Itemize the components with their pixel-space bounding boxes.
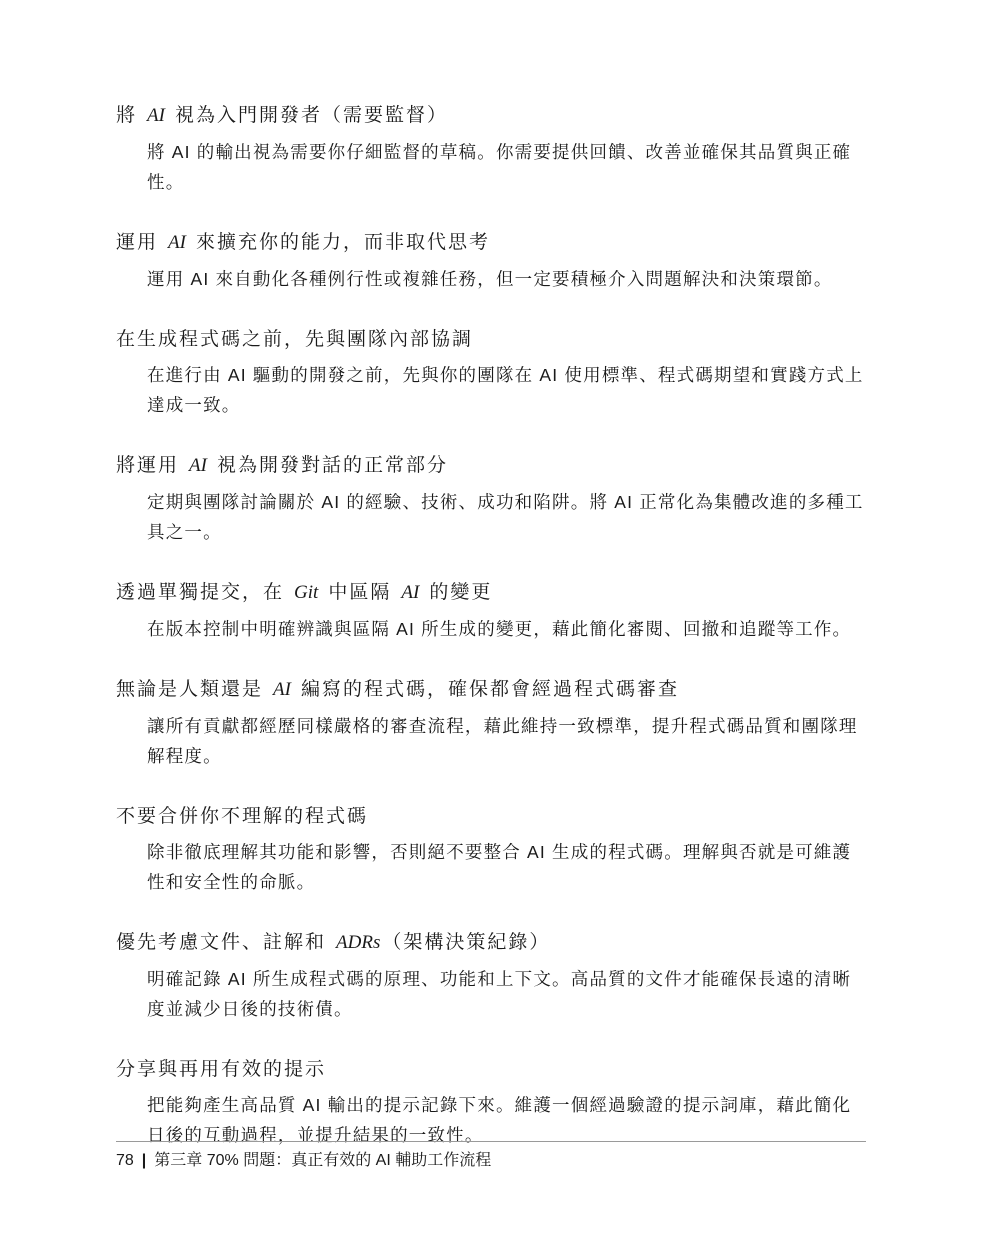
list-item xyxy=(116,801,866,897)
item-term: 運用 AI 來擴充你的能力，而非取代思考 xyxy=(116,231,491,253)
footer-separator: | xyxy=(141,1152,147,1169)
item-term: 不要合併你不理解的程式碼 xyxy=(116,805,369,827)
item-term: 將運用 AI 視為開發對話的正常部分 xyxy=(116,454,449,476)
chapter-title: 第三章 70% 問題：真正有效的 AI 輔助工作流程 xyxy=(154,1152,492,1169)
item-description: 明確記錄 AI 所生成程式碼的原理、功能和上下文。高品質的文件才能確保長遠的清晰度並減少日後的技術債。 xyxy=(147,969,852,1019)
item-term: 優先考慮文件、註解和 ADRs （架構決策紀錄） xyxy=(116,931,551,953)
list-item xyxy=(116,927,866,1024)
item-description: 除非徹底理解其功能和影響，否則絕不要整合 AI 生成的程式碼。理解與否就是可維護性和安全性的命脈。 xyxy=(147,842,852,892)
item-term: 透過單獨提交，在 Git 中區隔 AI 的變更 xyxy=(116,581,493,603)
list-item xyxy=(116,577,866,644)
item-description: 在版本控制中明確辨識與區隔 AI 所生成的變更，藉此簡化審閱、回撤和追蹤等工作。 xyxy=(147,619,852,639)
list-item xyxy=(116,324,866,420)
item-term: 分享與再用有效的提示 xyxy=(116,1058,327,1080)
item-term: 將 AI 視為入門開發者（需要監督） xyxy=(116,104,449,126)
list-item xyxy=(116,674,866,771)
item-term: 無論是人類還是 AI 編寫的程式碼，確保都會經過程式碼審查 xyxy=(116,678,680,700)
item-description: 把能夠產生高品質 AI 輸出的提示記錄下來。維護一個經過驗證的提示詞庫，藉此簡化日後的互動過程，並提升結果的一致性。 xyxy=(147,1095,852,1145)
item-description: 讓所有貢獻都經歷同樣嚴格的審查流程，藉此維持一致標準，提升程式碼品質和團隊理解程度。 xyxy=(147,716,858,766)
item-description: 運用 AI 來自動化各種例行性或複雜任務，但一定要積極介入問題解決和決策環節。 xyxy=(147,269,833,289)
item-description: 在進行由 AI 驅動的開發之前，先與你的團隊在 AI 使用標準、程式碼期望和實踐方式上達成一致。 xyxy=(147,365,864,415)
page-number: 78 xyxy=(116,1152,134,1169)
guidelines-list xyxy=(116,100,866,1180)
list-item xyxy=(116,450,866,547)
list-item xyxy=(116,100,866,197)
list-item xyxy=(116,227,866,294)
page-footer xyxy=(116,1141,866,1172)
item-term: 在生成程式碼之前，先與團隊內部協調 xyxy=(116,328,474,350)
item-description: 定期與團隊討論關於 AI 的經驗、技術、成功和陷阱。將 AI 正常化為集體改進的多種工具之一。 xyxy=(147,492,864,542)
list-item xyxy=(116,1054,866,1150)
item-description: 將 AI 的輸出視為需要你仔細監督的草稿。你需要提供回饋、改善並確保其品質與正確性。 xyxy=(147,142,852,192)
